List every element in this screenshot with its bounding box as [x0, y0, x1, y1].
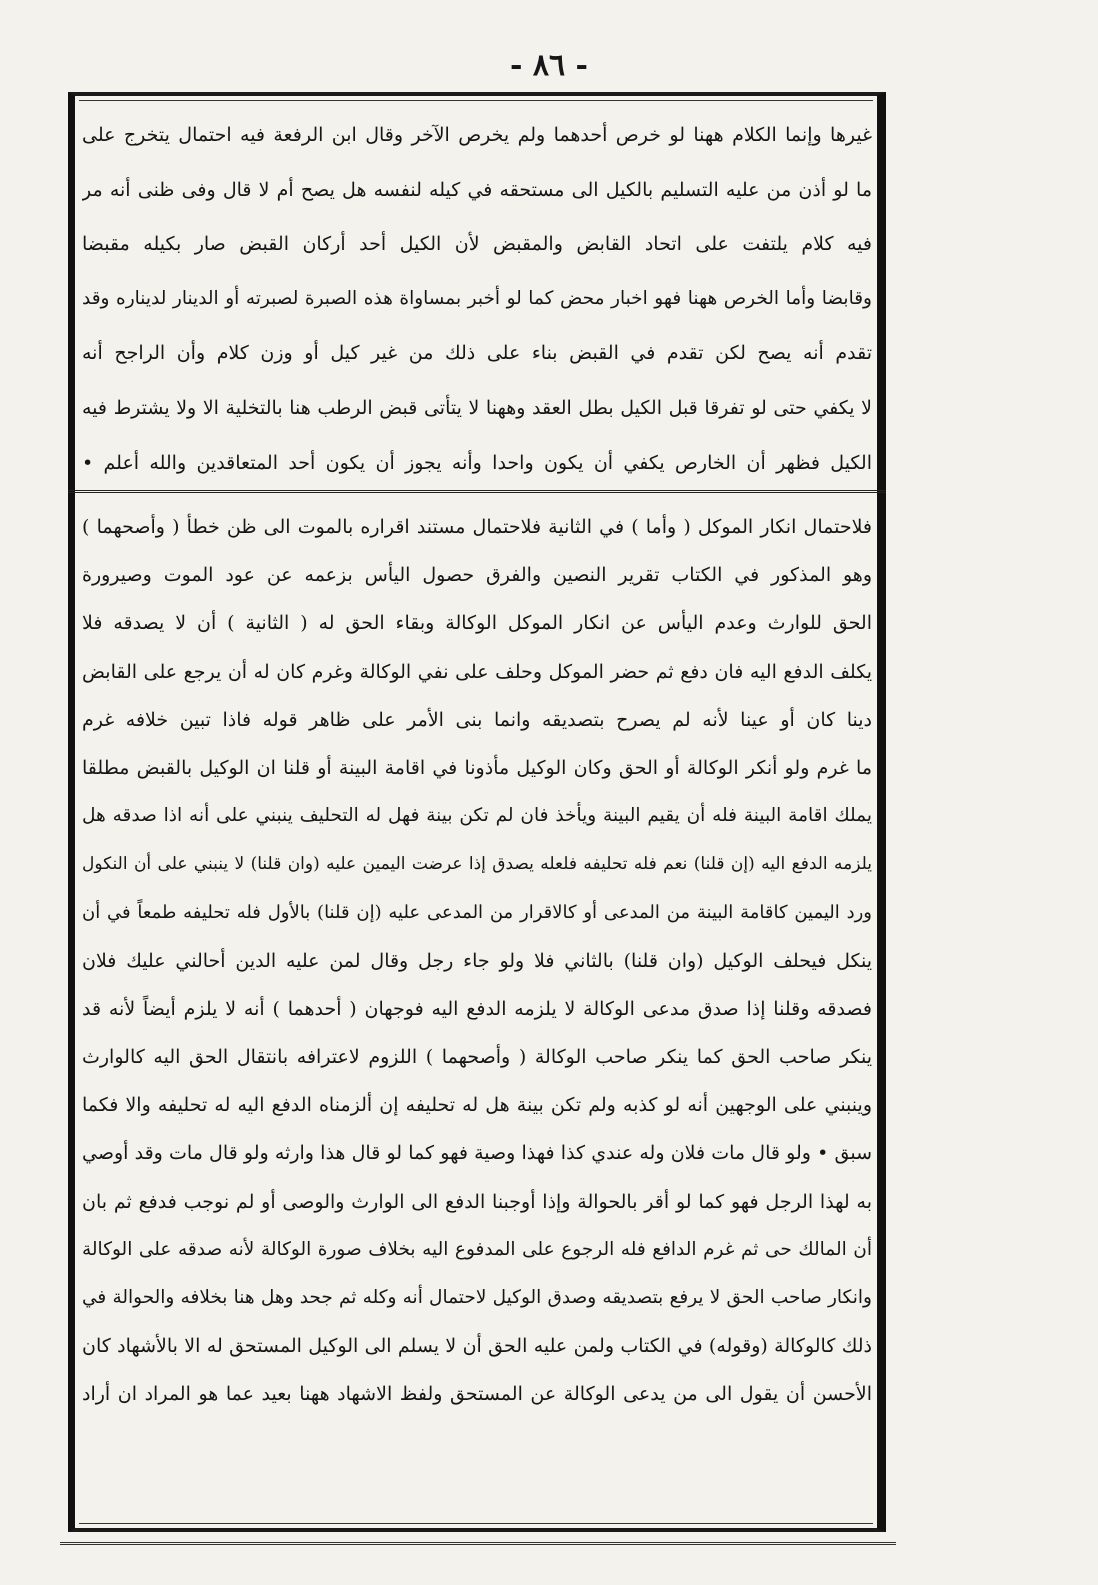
main-line: الأحسن أن يقول الى من يدعى الوكالة عن المستحق ولفظ الاشهاد ههنا بعيد عما هو المراد ان أراد	[82, 1383, 872, 1406]
page-number: - ٨٦ -	[509, 48, 589, 83]
commentary-line: غيرها وإنما الكلام ههنا لو خرص أحدهما ولم يخرص الآخر وقال ابن الرفعة فيه احتمال يتخرج على	[82, 124, 872, 146]
main-line: وهو المذكور في الكتاب تقرير النصين والفرق حصول اليأس بزعمه عن عود الموت وصيرورة	[82, 564, 872, 587]
commentary-line: فيه كلام يلتفت على اتحاد القابض والمقبض لأن الكيل أحد أركان القبض صار بكيله مقبضا	[82, 233, 872, 256]
main-line: وانكار صاحب الحق لا يرفع بتصديقه وصدق الوكيل لاحتمال أنه وكله ثم جحد وهل هنا بخلافه والحوالة في	[82, 1287, 872, 1308]
main-line: فلاحتمال انكار الموكل ( وأما ) في الثانية فلاحتمال مستند اقراره بالموت الى ظن خطأ ( وأصحهما )	[82, 516, 872, 538]
commentary-line: لا يكفي حتى لو تفرقا قبل الكيل بطل العقد وههنا لا يتأتى قبض الرطب هنا بالتخلية الا ولا يشترط فيه	[82, 396, 872, 419]
bottom-border	[60, 1542, 896, 1545]
main-line: ينكر صاحب الحق كما ينكر صاحب الوكالة ( وأصحهما ) اللزوم لاعترافه بانتقال الحق اليه كالوارث	[82, 1046, 872, 1069]
commentary-line: الكيل فظهر أن الخارص يكفي أن يكون واحدا وأنه يجوز أن يكون أحد المتعاقدين والله أعلم •	[82, 451, 872, 474]
main-line: سبق • ولو قال مات فلان وله عندي كذا فهذا وصية فهو كما لو قال هذا وارثه ولو قال مات وقد أوصي	[82, 1142, 872, 1165]
main-line: يكلف الدفع اليه فان دفع ثم حضر الموكل وحلف على نفي الوكالة وغرم كان له أن يرجع على القابض	[82, 660, 872, 683]
main-line: الحق للوارث وعدم اليأس عن انكار الموكل الوكالة وبقاء الحق له ( الثانية ) أن لا يصدقه فلا	[82, 612, 872, 635]
main-line: ذلك كالوكالة (وقوله) في الكتاب ولمن عليه الحق أن لا يسلم الى الوكيل المستحق له الا بالأشهاد كان	[82, 1335, 872, 1358]
commentary-block	[82, 108, 872, 490]
main-line: ينكل فيحلف الوكيل (وان قلنا) بالثاني فلا ولو جاء رجل وقال لمن عليه الدين أحالني عليك فلان	[82, 949, 872, 972]
main-line: به لهذا الرجل فهو كما لو أقر بالحوالة وإذا أوجبنا الدفع الى الوارث والوصى أو لم نوجب فدفع ثم بان	[82, 1190, 872, 1213]
main-line: أن المالك حى ثم غرم الدافع فله الرجوع على المدفوع اليه بخلاف صورة الوكالة لأنه صدقه على الوكالة	[82, 1238, 872, 1260]
commentary-line: ما لو أذن من عليه التسليم بالكيل الى مستحقه في كيله لنفسه هل يصح أم لا قال وفى ظنى أنه مر	[82, 178, 872, 201]
main-line: وينبني على الوجهين أنه لو كذبه ولم تكن بينة هل له تحليفه إن ألزمناه الدفع اليه له تحليفه والا فكما	[82, 1094, 872, 1117]
main-line: فصدقه وقلنا إذا صدق مدعى الوكالة لا يلزمه الدفع اليه فوجهان ( أحدهما ) أنه لا يلزم أيضاً لأنه قد	[82, 997, 872, 1020]
commentary-line: تقدم أنه يصح لكن تقدم في القبض بناء على ذلك من غير كيل أو وزن كلام وأن الراجح أنه	[82, 342, 872, 365]
commentary-line: وقابضا وأما الخرص ههنا فهو اخبار محض كما لو أخبر بمساواة هذه الصبرة لصبرته أو الدينار لديناره وقد	[82, 287, 872, 309]
main-line: ورد اليمين كاقامة البينة من المدعى أو كالاقرار من المدعى عليه (إن قلنا) بالأول فله تحليفه طمعاً في أن	[82, 901, 872, 923]
main-line: ما غرم ولو أنكر الوكالة أو الحق وكان الوكيل مأذونا في اقامة البينة أو قلنا ان الوكيل بالقبض مطلقا	[82, 756, 872, 779]
section-divider	[68, 490, 886, 493]
main-line: يملك اقامة البينة فله أن يقيم البينة ويأخذ فان لم تكن بينة فهل له التحليف ينبني على أنه اذا صدقه هل	[82, 805, 872, 827]
main-line: دينا كان أو عينا لأنه لم يصرح بتصديقه وانما بنى الأمر على ظاهر قوله فاذا تبين خلافه غرم	[82, 708, 872, 731]
main-text-block	[82, 503, 872, 1419]
main-line: يلزمه الدفع اليه (إن قلنا) نعم فله تحليفه فلعله يصدق إذا عرضت اليمين عليه (وان قلنا) لا ينبني على أن النكول	[82, 854, 872, 875]
